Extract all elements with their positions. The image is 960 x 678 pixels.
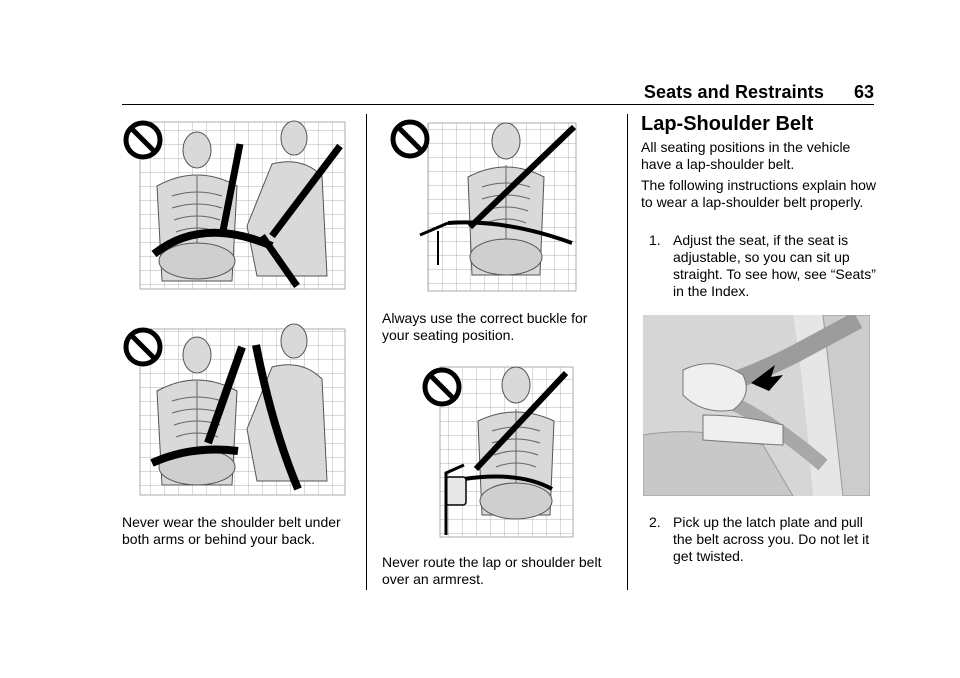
step-number: 1. — [649, 232, 661, 248]
figure-wrong-buckle — [386, 115, 581, 295]
caption-under-arm-behind-back: Never wear the shoulder belt under both arms or behind your back. — [122, 514, 341, 547]
column-divider-left — [366, 114, 367, 590]
figure-belt-over-armrest — [420, 365, 575, 540]
figure-belt-behind-back — [122, 317, 347, 497]
section-heading: Lap-Shoulder Belt — [641, 113, 814, 135]
step-2 — [649, 514, 879, 565]
header-rule — [122, 104, 874, 105]
figure-latch-plate-photo — [643, 315, 870, 496]
page-number: 63 — [853, 82, 874, 102]
caption-correct-buckle: Always use the correct buckle for your seating position. — [382, 310, 588, 343]
figure-belt-under-arm — [122, 116, 347, 291]
section-title: Seats and Restraints — [643, 82, 824, 102]
step-1 — [649, 232, 879, 300]
instructions-intro: The following instructions explain how to wear a lap-shoulder belt properly. — [641, 177, 877, 210]
step-number: 2. — [649, 514, 661, 530]
caption-armrest: Never route the lap or shoulder belt over an armrest. — [382, 554, 602, 587]
intro-paragraph: All seating positions in the vehicle have a lap-shoulder belt. — [641, 139, 851, 172]
column-divider-right — [627, 114, 628, 590]
step-text: Adjust the seat, if the seat is adjustable, so you can sit up straight. To see how, see “Seats” in the Index. — [673, 232, 876, 299]
step-text: Pick up the latch plate and pull the belt across you. Do not let it get twisted. — [673, 514, 870, 564]
